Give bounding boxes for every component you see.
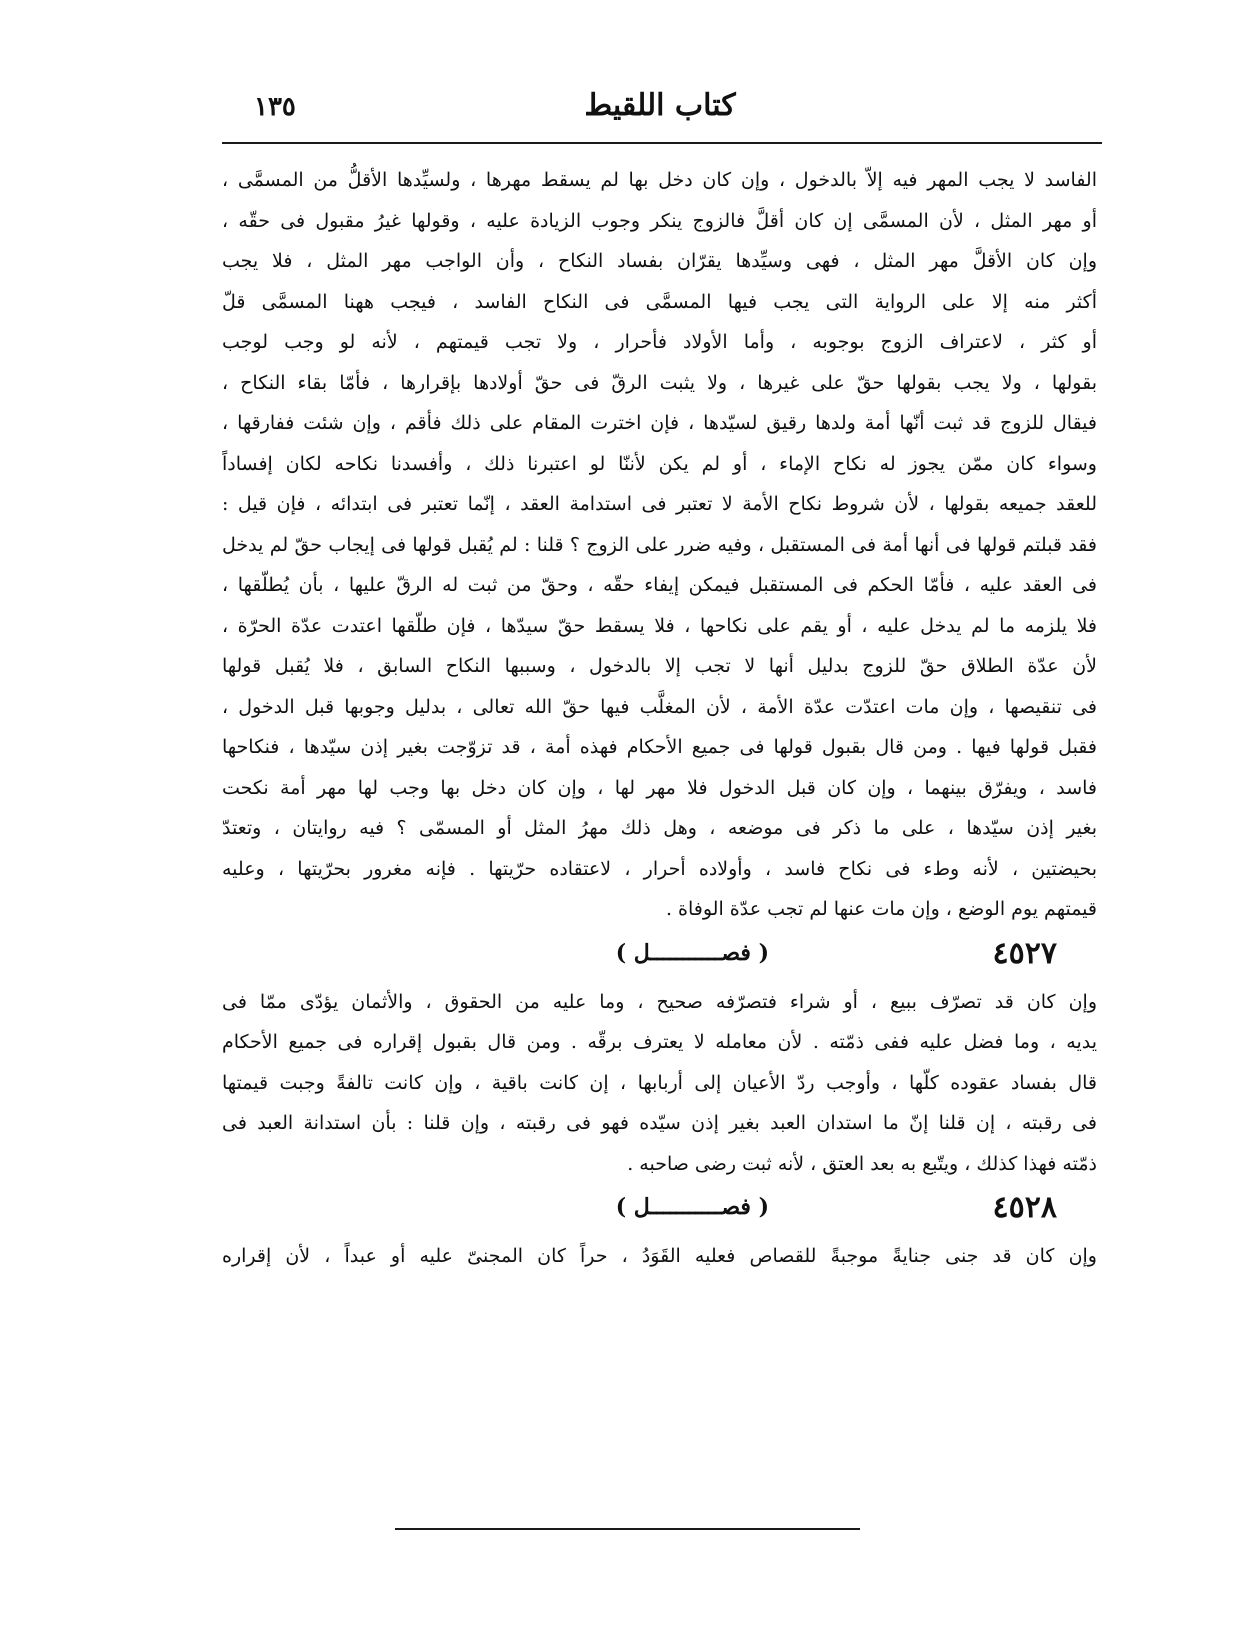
text-line: فى رقبته ، إن قلنا إنّ ما استدان العبد بغير إذن سيّده فهو فى رقبته ، وإن قلنا : بأن استدانة العبد فى <box>222 1112 1097 1134</box>
text-line: أو مهر المثل ، لأن المسمَّى إن كان أقلَّ فالزوج ينكر وجوب الزيادة عليه ، وقولها غيرُ مقبول فى حقّه ، <box>222 209 1097 232</box>
text-line: أكثر منه إلا على الرواية التى يجب فيها المسمَّى فى النكاح الفاسد ، فيجب ههنا المسمَّى قلّ <box>222 290 1097 313</box>
text-line: بقولها ، ولا يجب بقولها حقّ على غيرها ، ولا يثبت الرقّ فى حقّ أولادها بإقرارها ، فأمّا بقاء النكاح ، <box>222 371 1097 394</box>
text-line: فقد قبلتم قولها فى أنها أمة فى المستقبل ، وفيه ضرر على الزوج ؟ قلنا : لم يُقبل قولها فى إيجاب حقّ لم يدخل <box>222 533 1097 556</box>
text-line: فى العقد عليه ، فأمّا الحكم فى المستقبل فيمكن إيفاء حقّه ، وحقّ من ثبت له الرقّ عليها ، بأن يُطلّقها ، <box>222 574 1097 596</box>
text-line: فقبل قولها فيها . ومن قال بقبول قولها فى جميع الأحكام فهذه أمة ، قد تزوّجت بغير إذن سيّدها ، فنكاحها <box>222 736 1097 758</box>
text-line: يديه ، وما فضل عليه ففى ذمّته . لأن معامله لا يعترف برقّه . ومن قال بقبول إقراره فى جميع الأحكام <box>222 1031 1097 1053</box>
text-line: الفاسد لا يجب المهر فيه إلاّ بالدخول ، وإن كان دخل بها لم يسقط مهرها ، ولسيِّدها الأقلُّ من المسمَّى ، <box>222 169 1097 191</box>
text-line: قال بفساد عقوده كلّها ، وأوجب ردّ الأعيان إلى أربابها ، إن كانت باقية ، وإن كانت تالفةً وجبت قيمتها <box>222 1071 1097 1094</box>
page-header <box>230 88 1090 140</box>
section-heading-4528 <box>222 1184 1097 1236</box>
text-line: وإن كان قد تصرّف ببيع ، أو شراء فتصرّفه صحيح ، وما عليه من الحقوق ، والأثمان يؤدّى ممّا فى <box>222 990 1097 1013</box>
text-line: بغير إذن سيّدها ، على ما ذكر فى موضعه ، وهل ذلك مهرُ المثل أو المسمّى ؟ فيه روايتان ، وتعتدّ <box>222 817 1097 839</box>
paragraph-2 <box>222 982 1097 1185</box>
text-line: وسواء كان ممّن يجوز له نكاح الإماء ، أو لم يكن لأننّا لو اعتبرنا ذلك ، وأفسدنا نكاحه لكان إفساداً <box>222 452 1097 475</box>
header-divider <box>222 142 1102 144</box>
section-number: ٤٥٢٨ <box>992 1190 1057 1225</box>
page-title: كتاب اللقيط <box>584 88 736 123</box>
section-label: ( فصـــــــــــل ) <box>615 939 769 966</box>
paragraph-1 <box>222 160 1097 930</box>
text-line: بحيضتين ، لأنه وطء فى نكاح فاسد ، وأولاده أحرار ، لاعتقاده حرّيتها . فإنه مغرور بحرّيتها ، وعليه <box>222 857 1097 880</box>
text-line: ذمّته فهذا كذلك ، ويتّبع به بعد العتق ، لأنه ثبت رضى صاحبه . <box>627 1152 1097 1175</box>
text-line: وإن كان قد جنى جنايةً موجبةً للقصاص فعليه القَوَدُ ، حراً كان المجنىّ عليه أو عبداً ، لأن إقراره <box>222 1245 1097 1267</box>
text-line: فاسد ، ويفرّق بينهما ، وإن كان قبل الدخول فلا مهر لها ، وإن كان دخل بها وجب لها مهر أمة نكحت <box>222 776 1097 799</box>
text-line: فى تنقيصها ، وإن مات اعتدّت عدّة الأمة ، لأن المغلَّب فيها حقّ الله تعالى ، بدليل وجوبها قبل الدخول ، <box>222 695 1097 718</box>
page-number: ١٣٥ <box>254 92 296 122</box>
body-text <box>222 160 1097 1277</box>
text-line: للعقد جميعه بقولها ، لأن شروط نكاح الأمة لا تعتبر فى استدامة العقد ، إنّما تعتبر فى ابتدائه ، فإن قيل : <box>222 493 1097 515</box>
text-line: فلا يلزمه ما لم يدخل عليه ، أو يقم على نكاحها ، فلا يسقط حقّ سيدّها ، فإن طلّقها اعتدت عدّة الحرّة ، <box>222 614 1097 637</box>
text-line: أو كثر ، لاعتراف الزوج بوجوبه ، وأما الأولاد فأحرار ، ولا تجب قيمتهم ، لأنه لو وجب لوجب <box>222 331 1097 353</box>
footnote-divider <box>395 1528 860 1530</box>
text-line: فيقال للزوج قد ثبت أنّها أمة ولدها رقيق لسيّدها ، فإن اخترت المقام على ذلك فأقم ، وإن شئت ففارقها ، <box>222 412 1097 434</box>
section-label: ( فصـــــــــــل ) <box>615 1194 769 1220</box>
paragraph-3 <box>222 1236 1097 1277</box>
section-number: ٤٥٢٧ <box>992 935 1057 971</box>
text-line: وإن كان الأقلَّ مهر المثل ، فهى وسيِّدها يقرّان بفساد النكاح ، وأن الواجب مهر المثل ، فلا يجب <box>222 250 1097 272</box>
text-line: قيمتهم يوم الوضع ، وإن مات عنها لم تجب عدّة الوفاة . <box>665 898 1097 920</box>
section-heading-4527 <box>222 930 1097 982</box>
text-line: لأن عدّة الطلاق حقّ للزوج بدليل أنها لا تجب إلا بالدخول ، وسببها النكاح السابق ، فلا يُقبل قولها <box>222 655 1097 677</box>
